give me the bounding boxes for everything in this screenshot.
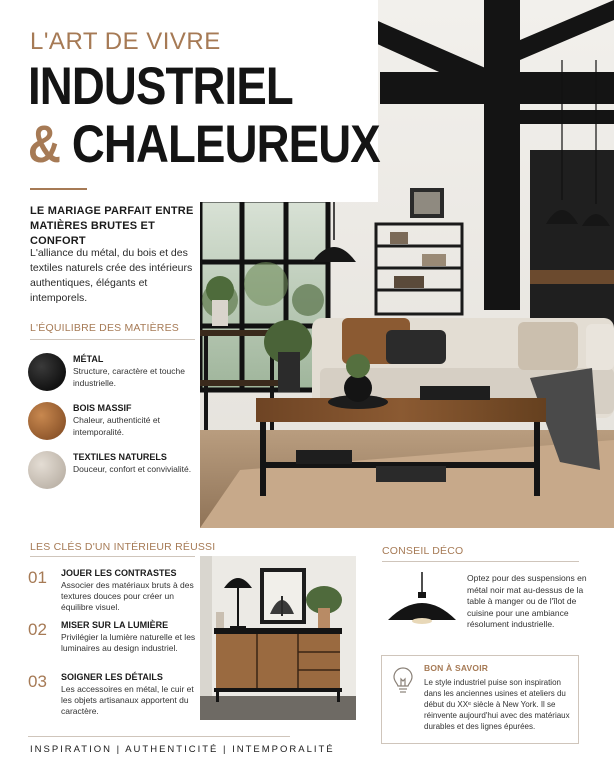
keys-divider [30,556,195,557]
conseil-text: Optez pour des suspensions en métal noir mat au-dessus de la table à manger ou de l'îlot de cuisine pour une ambiance résolument industrielle. [467,573,587,629]
key-number: 01 [28,568,47,587]
keys-section-title: LES CLÉS D'UN INTÉRIEUR RÉUSSI [30,541,216,553]
materials-divider [30,339,195,340]
footer-divider [28,736,290,737]
title-divider [30,188,87,190]
material-description: Structure, caractère et touche industrielle. [73,366,185,388]
subtitle-line-1: LE MARIAGE PARFAIT ENTRE [30,205,194,217]
intro-paragraph: L'alliance du métal, du bois et des textiles naturels crée des intérieurs authentiques, élégants et intemporels. [30,247,193,304]
lightbulb-icon [392,664,414,694]
pendant-lamp-icon [386,572,458,632]
key-title: SOIGNER LES DÉTAILS [61,672,163,682]
title-card [0,0,378,202]
key-title: MISER SUR LA LUMIÈRE [61,620,169,630]
material-description: Chaleur, authenticité et intemporalité. [73,415,160,437]
conseil-divider [382,561,579,562]
bon-a-savoir-text: Le style industriel puise son inspiration dans les anciennes usines et ateliers du début du XXᵉ siècle à New York. Il se réinvente aujourd'hui avec des matériaux durables et des lignes épurées. [424,678,570,731]
material-item-wood [28,402,198,444]
material-name: MÉTAL [73,354,104,364]
title-line-1: INDUSTRIEL [28,57,293,116]
title-line-2 [28,115,380,174]
kicker-title: L'ART DE VIVRE [30,28,221,55]
subtitle [30,204,210,249]
material-item-textile [28,451,198,493]
key-item-1 [28,568,198,614]
material-description: Douceur, confort et convivialité. [73,464,192,474]
material-name: TEXTILES NATURELS [73,452,167,462]
key-description: Les accessoires en métal, le cuir et les objets artisanaux apportent du caractère. [61,684,194,716]
material-item-metal [28,353,198,395]
key-description: Privilégier la lumière naturelle et les luminaires au design industriel. [61,632,196,653]
materials-section-title: L'ÉQUILIBRE DES MATIÈRES [30,322,179,334]
textile-swatch-icon [28,451,66,489]
wood-swatch-icon [28,402,66,440]
subtitle-line-2: MATIÈRES BRUTES ET CONFORT [30,220,156,247]
title-ampersand: & [28,115,61,174]
key-title: JOUER LES CONTRASTES [61,568,177,578]
title-line-2-text: CHALEUREUX [71,115,380,174]
footer-tagline: INSPIRATION | AUTHENTICITÉ | INTEMPORALITÉ [30,744,335,755]
metal-swatch-icon [28,353,66,391]
bon-a-savoir-box [381,655,579,744]
bon-a-savoir-title: BON À SAVOIR [424,663,489,673]
sideboard-photo [200,556,356,720]
key-description: Associer des matériaux bruts à des textures douces pour créer un équilibre visuel. [61,580,194,612]
conseil-title: CONSEIL DÉCO [382,545,464,557]
material-name: BOIS MASSIF [73,403,132,413]
key-item-2 [28,620,198,666]
key-item-3 [28,672,198,718]
key-number: 02 [28,620,47,639]
key-number: 03 [28,672,47,691]
